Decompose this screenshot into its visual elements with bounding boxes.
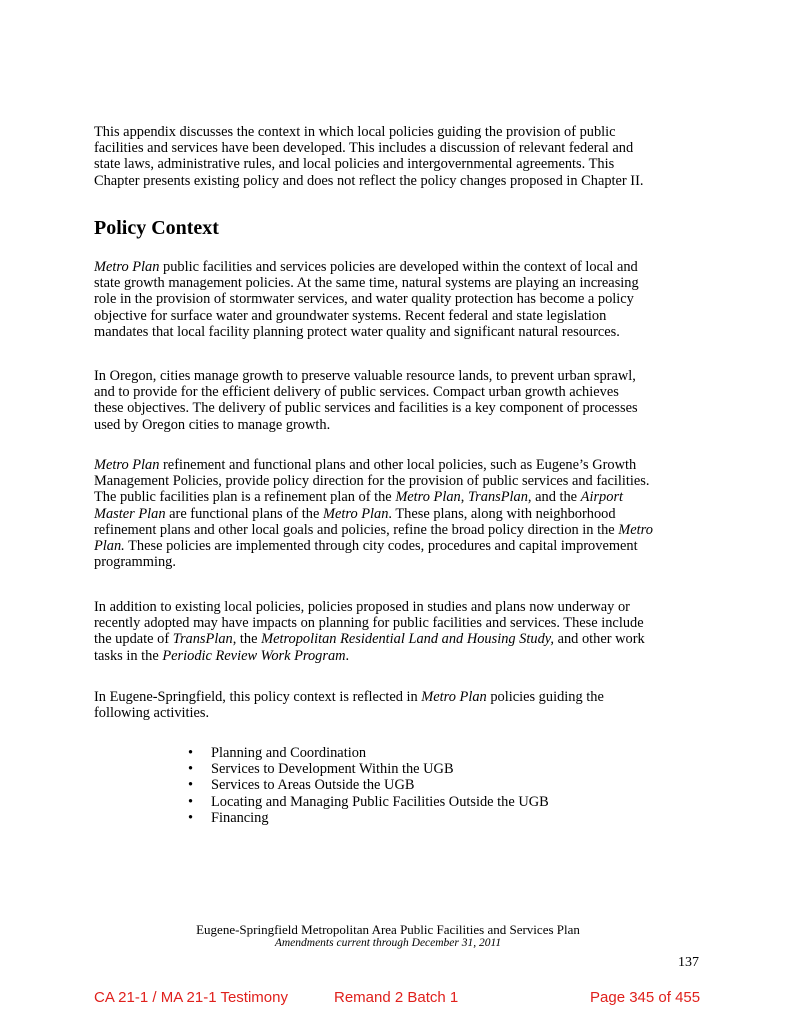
paragraph-oregon-growth <box>94 368 712 433</box>
paragraph-line: Plan. These policies are implemented through city codes, procedures and capital improvement <box>94 538 638 555</box>
intro-line: facilities and services have been developed. This includes a discussion of relevant federal and <box>94 140 634 157</box>
paragraph-line: these objectives. The delivery of public services and facilities is a key component of processes <box>94 400 638 417</box>
paragraph-line: state growth management policies. At the same time, natural systems are playing an increasing <box>94 275 639 292</box>
paragraph-line: the update of TransPlan, the Metropolitan Residential Land and Housing Study, and other work <box>94 631 645 648</box>
intro-line: This appendix discusses the context in which local policies guiding the provision of public <box>94 124 616 140</box>
footer-title: Eugene-Springfield Metropolitan Area Public Facilities and Services Plan <box>196 922 580 937</box>
paragraph-line: In Oregon, cities manage growth to preserve valuable resource lands, to prevent urban sprawl, <box>94 368 636 384</box>
paragraph-line: following activities. <box>94 705 210 722</box>
paragraph-line: tasks in the Periodic Review Work Program. <box>94 647 350 664</box>
paragraph-line: refinement plans and other local goals and policies, refine the broad policy direction in the Metro <box>94 521 653 538</box>
activities-list <box>188 745 549 826</box>
paragraph-line: objective for surface water and groundwater systems. Recent federal and state legislation <box>94 307 607 324</box>
paragraph-line: Management Policies, provide policy direction for the provision of public services and facilities. <box>94 473 650 490</box>
paragraph-line: used by Oregon cities to manage growth. <box>94 416 331 433</box>
intro-line: state laws, administrative rules, and local policies and intergovernmental agreements. This <box>94 156 615 173</box>
paragraph-line: programming. <box>94 554 176 571</box>
list-item: • Services to Areas Outside the UGB <box>188 777 549 793</box>
paragraph-line: The public facilities plan is a refinement plan of the Metro Plan, TransPlan, and the Airport <box>94 489 624 506</box>
paragraph-line: Metro Plan refinement and functional plans and other local policies, such as Eugene’s Growth <box>94 457 637 473</box>
paragraph-line: In addition to existing local policies, policies proposed in studies and plans now underway or <box>94 599 630 615</box>
list-item: • Financing <box>188 810 549 826</box>
footer-subtitle: Amendments current through December 31, 2011 <box>274 937 502 949</box>
intro-line: Chapter presents existing policy and does not reflect the policy changes proposed in Chapter II. <box>94 172 644 189</box>
list-item: • Planning and Coordination <box>188 745 549 761</box>
paragraph-line: In Eugene-Springfield, this policy context is reflected in Metro Plan policies guiding the <box>94 689 604 705</box>
paragraph-activities-intro <box>94 689 712 721</box>
paragraph-metro-plan-context <box>94 259 712 340</box>
paragraph-line: recently adopted may have impacts on planning for public facilities and services. These include <box>94 615 644 632</box>
paragraph-line: mandates that local facility planning protect water quality and significant natural resources. <box>94 323 620 340</box>
page-count-stamp: Page 345 of 455 <box>590 989 701 1006</box>
intro-paragraph <box>94 124 712 189</box>
paragraph-line: Metro Plan public facilities and services policies are developed within the context of local and <box>94 259 638 275</box>
paragraph-refinement-plans <box>94 457 712 570</box>
page-number: 137 <box>678 955 699 970</box>
paragraph-line: role in the provision of stormwater services, and water quality protection has become a policy <box>94 291 634 308</box>
paragraph-line: and to provide for the efficient delivery of public services. Compact urban growth achieves <box>94 384 619 401</box>
section-heading: Policy Context <box>94 217 219 239</box>
list-item: • Services to Development Within the UGB <box>188 761 549 777</box>
testimony-stamp: CA 21-1 / MA 21-1 Testimony <box>94 989 288 1006</box>
paragraph-line: Master Plan are functional plans of the Metro Plan. These plans, along with neighborhood <box>94 505 616 522</box>
list-item: • Locating and Managing Public Facilities Outside the UGB <box>188 794 549 810</box>
paragraph-proposed-policies <box>94 599 712 664</box>
batch-stamp: Remand 2 Batch 1 <box>334 989 459 1006</box>
